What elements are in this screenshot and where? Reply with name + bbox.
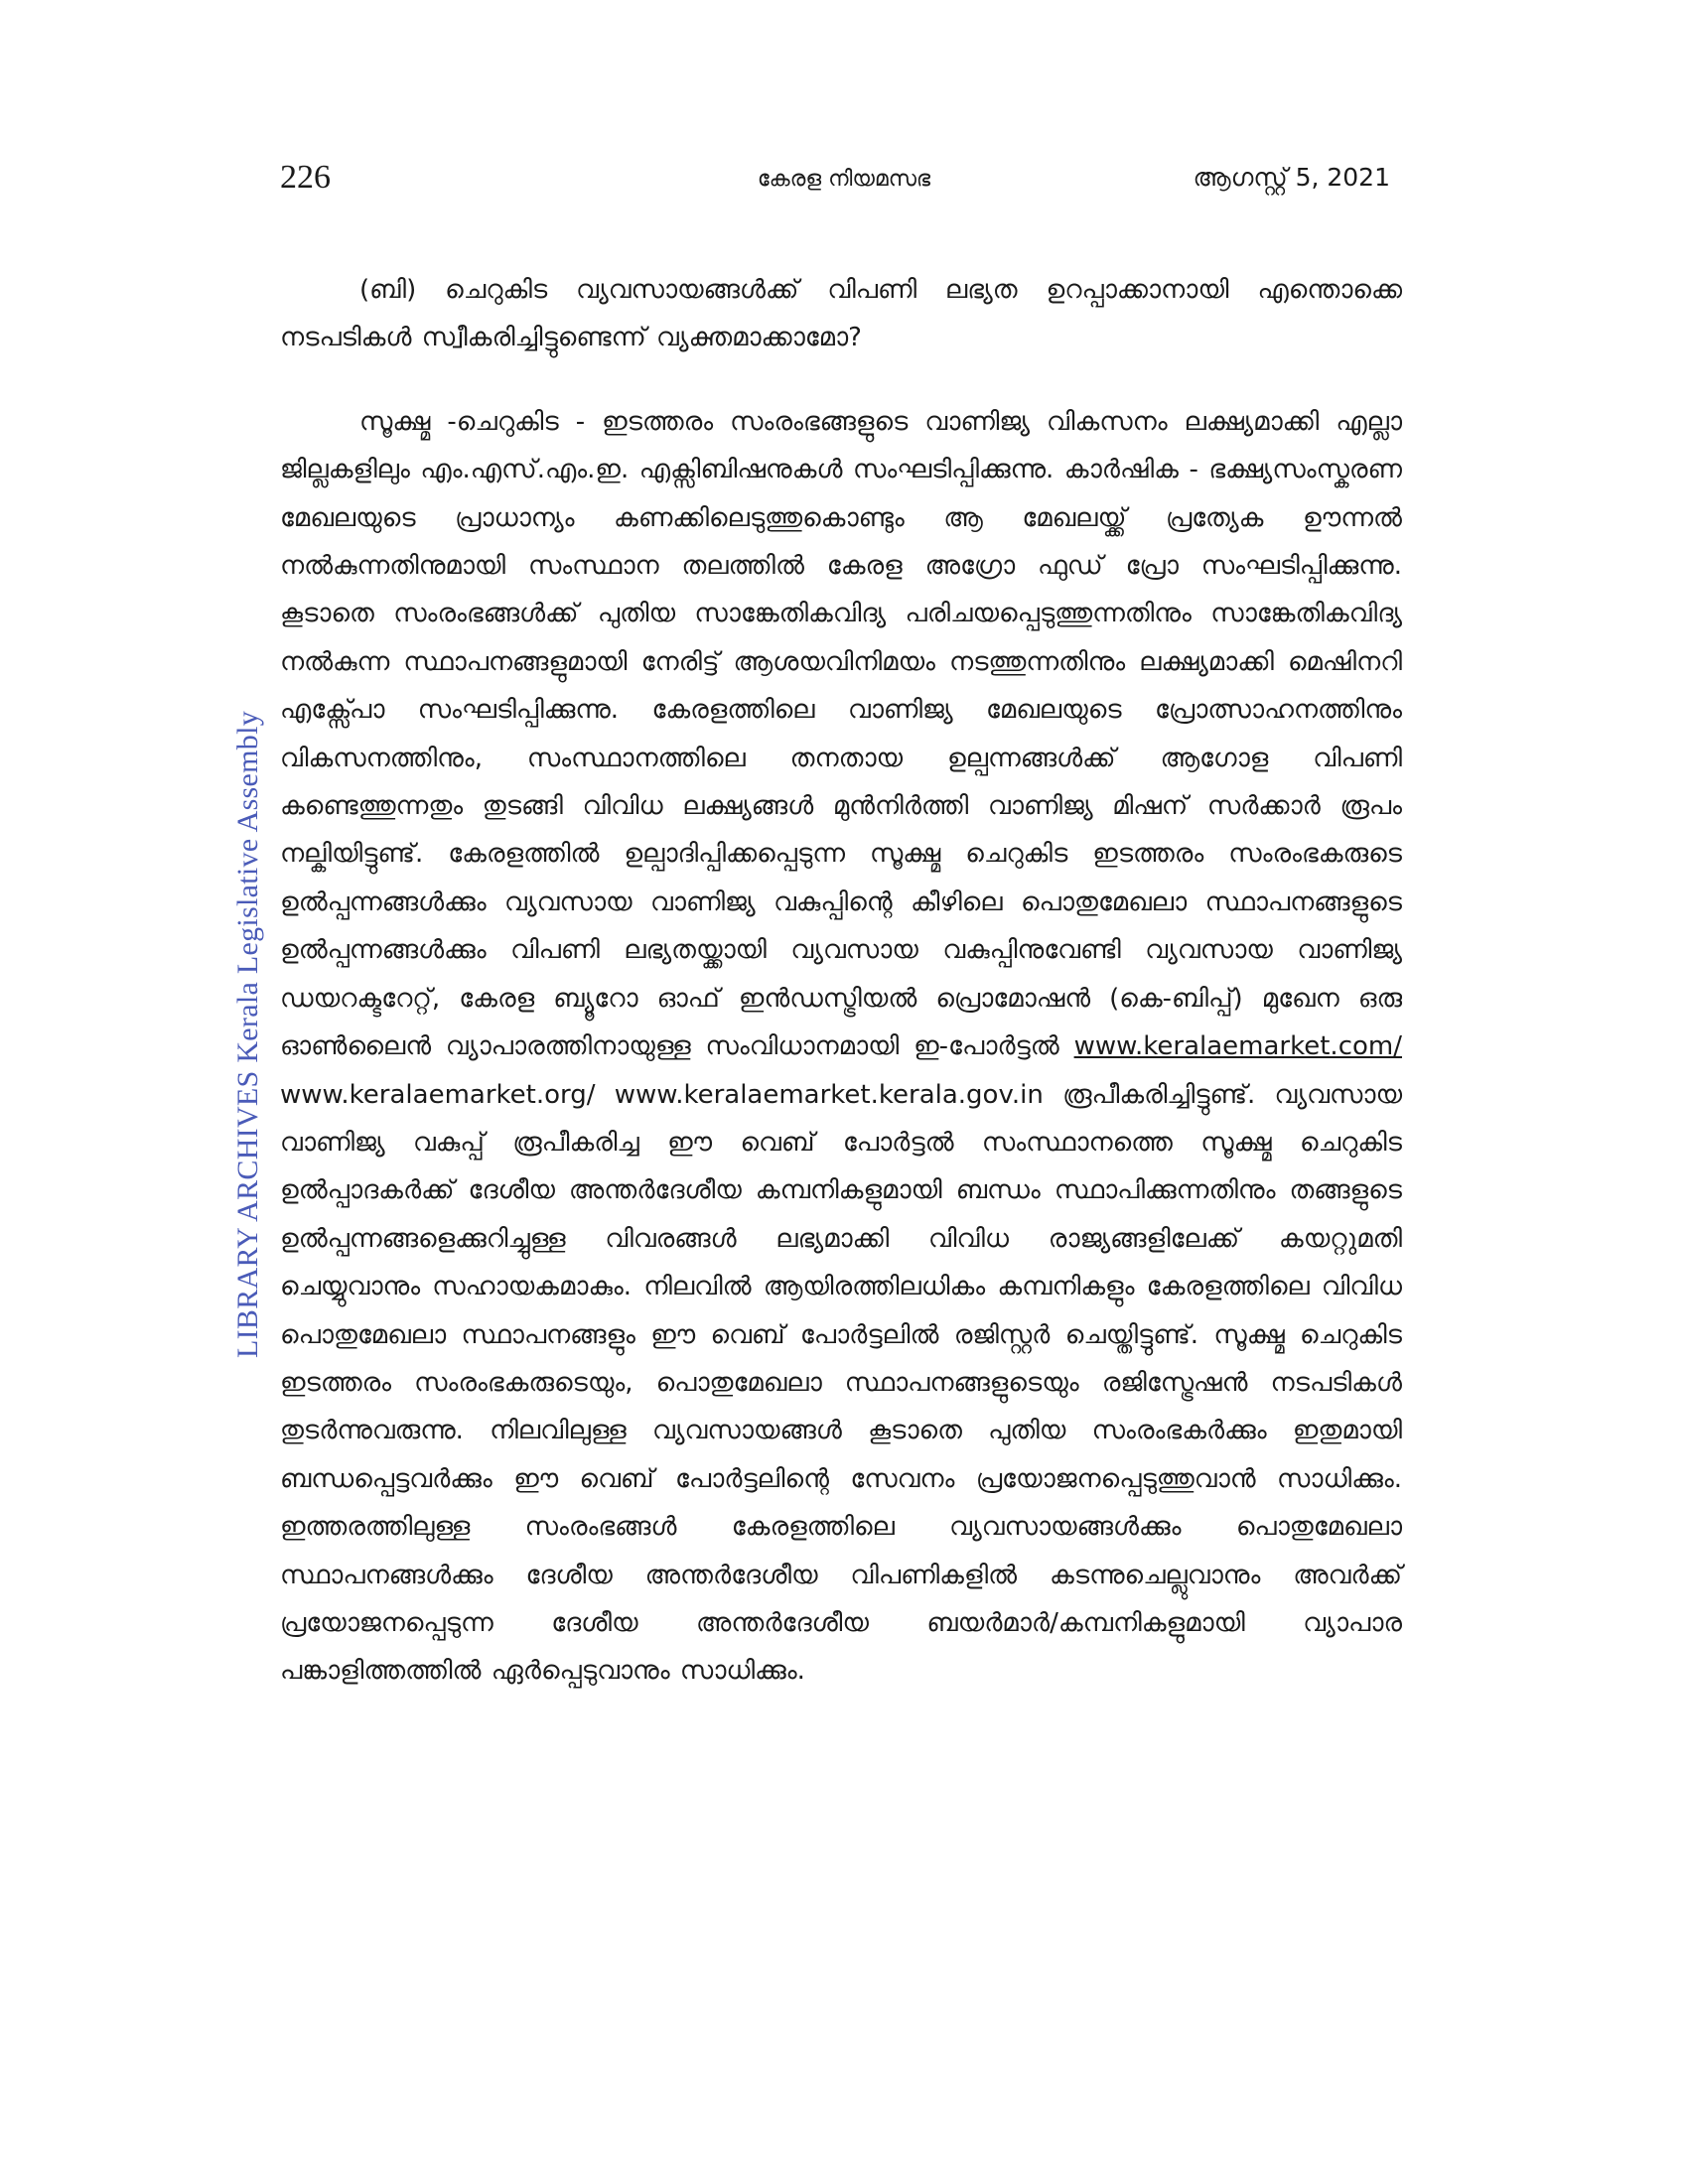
- document-body: [280, 266, 1402, 1696]
- question-paragraph: (ബി) ചെറുകിട വ്യവസായങ്ങൾക്ക് വിപണി ലഭ്യത ഉറപ്പാക്കാനായി എന്തൊക്കെ നടപടികൾ സ്വീകരിച്ചിട്ടുണ്ടെന്ന് വ്യക്തമാക്കാമോ?: [280, 275, 1402, 353]
- answer-text-part-2: രൂപീകരിച്ചിട്ടുണ്ട്. വ്യവസായ വാണിജ്യ വകുപ്പ് രൂപീകരിച്ച ഈ വെബ് പോർട്ടൽ സംസ്ഥാനത്തെ സൂക്ഷ്മ ചെറുകിട ഉൽപ്പാദകർക്ക് ദേശീയ അന്തർദേശീയ കമ്പനികളുമായി ബന്ധം സ്ഥാപിക്കുന്നതിനും തങ്ങളുടെ ഉൽപ്പന്നങ്ങളെക്കുറിച്ചുള്ള വിവരങ്ങൾ ലഭ്യമാക്കി വിവിധ രാജ്യങ്ങളിലേക്ക് കയറ്റുമതി ചെയ്യുവാനും സഹായകമാകും. നിലവിൽ ആയിരത്തിലധികം കമ്പനികളും കേരളത്തിലെ വിവിധ പൊതുമേഖലാ സ്ഥാപനങ്ങളും ഈ വെബ് പോർട്ടലിൽ രജിസ്റ്റർ ചെയ്തിട്ടുണ്ട്. സൂക്ഷ്മ ചെറുകിട ഇടത്തരം സംരംഭകരുടെയും, പൊതുമേഖലാ സ്ഥാപനങ്ങളുടെയും രജിസ്ട്രേഷൻ നടപടികൾ തുടർന്നുവരുന്നു. നിലവിലുള്ള വ്യവസായങ്ങൾ കൂടാതെ പുതിയ സംരംഭകർക്കും ഇതുമായി ബന്ധപ്പെട്ടവർക്കും ഈ വെബ് പോർട്ടലിന്റെ സേവനം പ്രയോജനപ്പെടുത്തുവാൻ സാധിക്കും. ഇത്തരത്തിലുള്ള സംരംഭങ്ങൾ കേരളത്തിലെ വ്യവസായങ്ങൾക്കും പൊതുമേഖലാ സ്ഥാപനങ്ങൾക്കും ദേശീയ അന്തർദേശീയ വിപണികളിൽ കടന്നുചെല്ലുവാനും അവർക്ക് പ്രയോജനപ്പെടുന്ന ദേശീയ അന്തർദേശീയ ബയർമാർ/കമ്പനികളുമായി വ്യാപാര പങ്കാളിത്തത്തിൽ ഏർപ്പെടുവാനും സാധിക്കും.: [280, 1079, 1403, 1687]
- url-link-com[interactable]: www.keralaemarket.com/: [1073, 1031, 1402, 1062]
- answer-paragraph: [280, 398, 1402, 1696]
- page-number: 226: [280, 159, 331, 196]
- answer-text-part-1: സൂക്ഷ്മ -ചെറുകിട - ഇടത്തരം സംരംഭങ്ങളുടെ വാണിജ്യ വികസനം ലക്ഷ്യമാക്കി എല്ലാ ജില്ലകളിലും എം.എസ്.എം.ഇ. എക്സിബിഷനുകൾ സംഘടിപ്പിക്കുന്നു. കാർഷിക - ഭക്ഷ്യസംസ്കരണ മേഖലയുടെ പ്രാധാന്യം കണക്കിലെടുത്തുകൊണ്ടും ആ മേഖലയ്ക്ക് പ്രത്യേക ഊന്നൽ നൽകുന്നതിനുമായി സംസ്ഥാന തലത്തിൽ കേരള അഗ്രോ ഫുഡ് പ്രോ സംഘടിപ്പിക്കുന്നു. കൂടാതെ സംരംഭങ്ങൾക്ക് പുതിയ സാങ്കേതികവിദ്യ പരിചയപ്പെടുത്തുന്നതിനും സാങ്കേതികവിദ്യ നൽകുന്ന സ്ഥാപനങ്ങളുമായി നേരിട്ട് ആശയവിനിമയം നടത്തുന്നതിനും ലക്ഷ്യമാക്കി മെഷിനറി എക്സ്പോ സംഘടിപ്പിക്കുന്നു. കേരളത്തിലെ വാണിജ്യ മേഖലയുടെ പ്രോത്സാഹനത്തിനും വികസനത്തിനും, സംസ്ഥാനത്തിലെ തനതായ ഉല്പന്നങ്ങൾക്ക് ആഗോള വിപണി കണ്ടെത്തുന്നതും തുടങ്ങി വിവിധ ലക്ഷ്യങ്ങൾ മുൻനിർത്തി വാണിജ്യ മിഷന് സർക്കാർ രൂപം നല്കിയിട്ടുണ്ട്. കേരളത്തിൽ ഉല്പാദിപ്പിക്കപ്പെടുന്ന സൂക്ഷ്മ ചെറുകിട ഇടത്തരം സംരംഭകരുടെ ഉൽപ്പന്നങ്ങൾക്കും വ്യവസായ വാണിജ്യ വകുപ്പിന്റെ കീഴിലെ പൊതുമേഖലാ സ്ഥാപനങ്ങളുടെ ഉൽപ്പന്നങ്ങൾക്കും വിപണി ലഭ്യതയ്ക്കായി വ്യവസായ വകുപ്പിനുവേണ്ടി വ്യവസായ വാണിജ്യ ഡയറക്ടറേറ്റ്, കേരള ബ്യൂറോ ഓഫ് ഇൻഡസ്ട്രിയൽ പ്രൊമോഷൻ (കെ-ബിപ്പ്) മുഖേന ഒരു ഓൺലൈൻ വ്യാപാരത്തിനായുള്ള സംവിധാനമായി ഇ-പോർട്ടൽ: [280, 406, 1402, 1062]
- archive-stamp: LIBRARY ARCHIVES Kerala Legislative Assembly: [231, 710, 264, 1359]
- url-text-org: www.keralaemarket.org/: [280, 1079, 596, 1110]
- header-date: ആഗസ്റ്റ് 5, 2021: [1193, 163, 1390, 192]
- running-title: കേരള നിയമസഭ: [757, 167, 931, 192]
- url-text-gov: www.keralaemarket.kerala.gov.in: [614, 1079, 1044, 1110]
